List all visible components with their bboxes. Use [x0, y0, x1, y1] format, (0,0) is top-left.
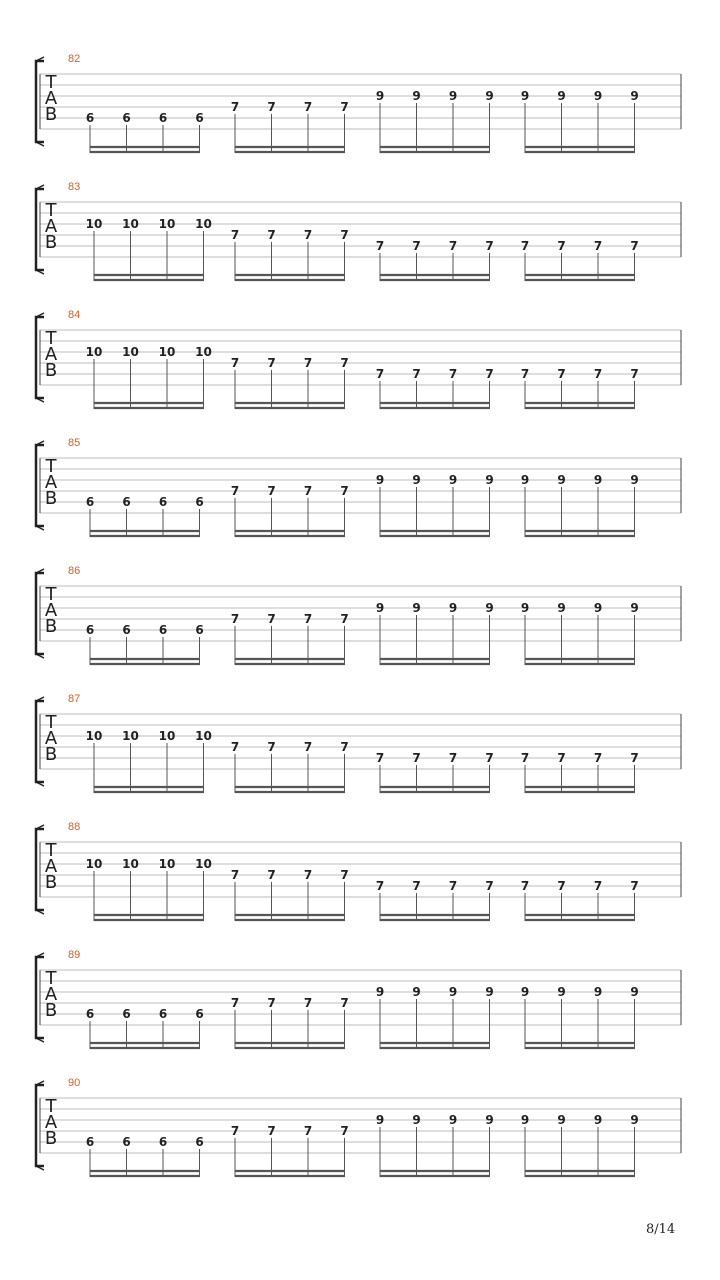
tab-clef-letter: T	[45, 1096, 57, 1117]
fret-number: 9	[520, 601, 530, 615]
fret-number: 7	[448, 751, 458, 765]
fret-number: 7	[630, 239, 639, 253]
fret-number: 9	[520, 89, 530, 103]
fret-number: 6	[122, 623, 131, 637]
tab-clef-letter: T	[45, 328, 57, 349]
tab-system-87	[36, 693, 681, 793]
fret-number: 7	[557, 367, 566, 381]
fret-number: 10	[85, 857, 103, 871]
fret-number: 10	[85, 729, 103, 743]
fret-number: 7	[375, 239, 385, 253]
fret-number: 9	[448, 473, 458, 487]
fret-number: 9	[630, 985, 639, 999]
tab-clef-letter: B	[44, 360, 58, 381]
fret-number: 6	[158, 111, 168, 125]
tab-system-89	[36, 949, 681, 1049]
fret-number: 7	[230, 484, 240, 498]
tab-system-88	[36, 821, 681, 921]
fret-number: 7	[340, 484, 349, 498]
fret-number: 7	[412, 367, 421, 381]
fret-number: 6	[122, 495, 131, 509]
fret-number: 7	[412, 239, 421, 253]
tab-clef-letter: T	[45, 712, 57, 733]
fret-number: 7	[520, 751, 530, 765]
fret-number: 7	[340, 868, 349, 882]
fret-number: 9	[448, 1113, 458, 1127]
fret-number: 9	[593, 1113, 603, 1127]
fret-number: 9	[630, 473, 639, 487]
fret-number: 6	[195, 1007, 204, 1021]
tab-system-82	[36, 53, 681, 153]
tab-clef-letter: A	[44, 472, 58, 493]
tab-system-86	[36, 565, 681, 665]
fret-number: 9	[557, 473, 566, 487]
fret-number: 9	[630, 601, 639, 615]
tab-clef-letter: A	[44, 344, 58, 365]
fret-number: 7	[375, 751, 385, 765]
fret-number: 9	[520, 985, 530, 999]
fret-number: 10	[195, 857, 212, 871]
fret-number: 9	[557, 601, 566, 615]
fret-number: 7	[485, 367, 494, 381]
fret-number: 6	[85, 495, 95, 509]
fret-number: 9	[375, 985, 385, 999]
fret-number: 7	[267, 1124, 276, 1138]
fret-number: 7	[593, 751, 603, 765]
fret-number: 7	[230, 100, 240, 114]
tab-clef-letter: A	[44, 600, 58, 621]
fret-number: 7	[303, 228, 313, 242]
fret-number: 9	[375, 89, 385, 103]
fret-number: 9	[630, 89, 639, 103]
measure-number: 83	[68, 181, 81, 193]
fret-number: 6	[195, 1135, 204, 1149]
fret-number: 6	[158, 623, 168, 637]
fret-number: 9	[630, 1113, 639, 1127]
fret-number: 7	[303, 612, 313, 626]
fret-number: 7	[340, 100, 349, 114]
tab-clef-letter: A	[44, 216, 58, 237]
fret-number: 9	[412, 985, 421, 999]
fret-number: 7	[303, 740, 313, 754]
fret-number: 7	[630, 367, 639, 381]
tab-clef-letter: T	[45, 840, 57, 861]
fret-number: 7	[520, 239, 530, 253]
fret-number: 10	[195, 345, 212, 359]
measure-number: 85	[68, 437, 81, 449]
fret-number: 7	[340, 612, 349, 626]
fret-number: 7	[593, 879, 603, 893]
fret-number: 7	[230, 612, 240, 626]
fret-number: 9	[593, 89, 603, 103]
fret-number: 7	[630, 751, 639, 765]
tab-clef-letter: T	[45, 200, 57, 221]
fret-number: 9	[485, 601, 494, 615]
fret-number: 7	[230, 356, 240, 370]
tab-clef-letter: B	[44, 616, 58, 637]
fret-number: 7	[520, 879, 530, 893]
fret-number: 7	[303, 484, 313, 498]
tab-clef-letter: B	[44, 1128, 58, 1149]
measure-number: 82	[68, 53, 81, 65]
tab-clef-letter: A	[44, 1112, 58, 1133]
fret-number: 9	[520, 1113, 530, 1127]
tab-clef-letter: T	[45, 72, 57, 93]
tab-clef-letter: T	[45, 456, 57, 477]
fret-number: 7	[448, 879, 458, 893]
fret-number: 7	[485, 239, 494, 253]
fret-number: 7	[267, 484, 276, 498]
fret-number: 7	[267, 612, 276, 626]
measure-number: 88	[68, 821, 81, 833]
fret-number: 9	[412, 89, 421, 103]
fret-number: 7	[340, 740, 349, 754]
fret-number: 6	[195, 623, 204, 637]
tab-clef-letter: A	[44, 88, 58, 109]
fret-number: 7	[230, 740, 240, 754]
measure-number: 87	[68, 693, 81, 705]
fret-number: 9	[520, 473, 530, 487]
fret-number: 7	[340, 228, 349, 242]
fret-number: 10	[158, 217, 176, 231]
fret-number: 7	[267, 356, 276, 370]
fret-number: 9	[557, 1113, 566, 1127]
fret-number: 9	[375, 1113, 385, 1127]
fret-number: 7	[557, 751, 566, 765]
fret-number: 10	[122, 729, 139, 743]
fret-number: 6	[195, 111, 204, 125]
fret-number: 6	[85, 623, 95, 637]
fret-number: 7	[375, 367, 385, 381]
fret-number: 7	[448, 239, 458, 253]
fret-number: 7	[230, 1124, 240, 1138]
fret-number: 10	[122, 345, 139, 359]
fret-number: 6	[85, 111, 95, 125]
fret-number: 7	[340, 1124, 349, 1138]
fret-number: 7	[267, 740, 276, 754]
fret-number: 9	[448, 985, 458, 999]
tab-system-90	[36, 1077, 681, 1177]
fret-number: 7	[230, 228, 240, 242]
tab-clef-letter: A	[44, 984, 58, 1005]
fret-number: 9	[557, 985, 566, 999]
fret-number: 6	[122, 1007, 131, 1021]
fret-number: 7	[593, 367, 603, 381]
fret-number: 7	[340, 996, 349, 1010]
fret-number: 7	[375, 879, 385, 893]
fret-number: 9	[593, 985, 603, 999]
fret-number: 7	[557, 879, 566, 893]
fret-number: 7	[267, 996, 276, 1010]
fret-number: 9	[485, 985, 494, 999]
fret-number: 9	[412, 1113, 421, 1127]
fret-number: 7	[557, 239, 566, 253]
tab-clef-letter: B	[44, 232, 58, 253]
tab-clef-letter: T	[45, 584, 57, 605]
fret-number: 6	[85, 1007, 95, 1021]
fret-number: 7	[267, 100, 276, 114]
tab-clef-letter: B	[44, 488, 58, 509]
measure-number: 86	[68, 565, 81, 577]
fret-number: 6	[158, 495, 168, 509]
fret-number: 7	[485, 751, 494, 765]
tab-system-84	[36, 309, 681, 409]
fret-number: 7	[303, 868, 313, 882]
fret-number: 6	[158, 1135, 168, 1149]
fret-number: 7	[267, 868, 276, 882]
fret-number: 9	[593, 473, 603, 487]
fret-number: 7	[448, 367, 458, 381]
fret-number: 10	[85, 217, 103, 231]
tab-clef-letter: B	[44, 872, 58, 893]
fret-number: 7	[485, 879, 494, 893]
fret-number: 10	[195, 729, 212, 743]
fret-number: 7	[230, 868, 240, 882]
fret-number: 7	[230, 996, 240, 1010]
fret-number: 7	[412, 879, 421, 893]
fret-number: 9	[448, 89, 458, 103]
fret-number: 9	[375, 473, 385, 487]
fret-number: 10	[158, 729, 176, 743]
fret-number: 7	[520, 367, 530, 381]
fret-number: 10	[122, 857, 139, 871]
fret-number: 10	[158, 345, 176, 359]
fret-number: 9	[412, 601, 421, 615]
tab-clef-letter: B	[44, 104, 58, 125]
fret-number: 10	[85, 345, 103, 359]
fret-number: 7	[303, 1124, 313, 1138]
fret-number: 9	[557, 89, 566, 103]
tab-clef-letter: A	[44, 856, 58, 877]
fret-number: 9	[485, 1113, 494, 1127]
fret-number: 7	[303, 100, 313, 114]
fret-number: 9	[375, 601, 385, 615]
tab-system-85	[36, 437, 681, 537]
fret-number: 6	[122, 111, 131, 125]
fret-number: 6	[122, 1135, 131, 1149]
tab-clef-letter: T	[45, 968, 57, 989]
fret-number: 9	[448, 601, 458, 615]
fret-number: 9	[412, 473, 421, 487]
measure-number: 90	[68, 1077, 81, 1089]
fret-number: 7	[303, 356, 313, 370]
fret-number: 7	[412, 751, 421, 765]
fret-number: 6	[158, 1007, 168, 1021]
tab-clef-letter: B	[44, 1000, 58, 1021]
fret-number: 6	[195, 495, 204, 509]
fret-number: 10	[195, 217, 212, 231]
fret-number: 7	[340, 356, 349, 370]
tab-clef-letter: A	[44, 728, 58, 749]
fret-number: 7	[593, 239, 603, 253]
measure-number: 89	[68, 949, 81, 961]
fret-number: 9	[485, 89, 494, 103]
fret-number: 7	[267, 228, 276, 242]
tab-clef-letter: B	[44, 744, 58, 765]
fret-number: 9	[593, 601, 603, 615]
fret-number: 9	[485, 473, 494, 487]
fret-number: 10	[122, 217, 139, 231]
fret-number: 7	[630, 879, 639, 893]
measure-number: 84	[68, 309, 81, 321]
fret-number: 6	[85, 1135, 95, 1149]
fret-number: 7	[303, 996, 313, 1010]
tab-system-83	[36, 181, 681, 281]
fret-number: 10	[158, 857, 176, 871]
page-number: 8/14	[646, 1222, 676, 1237]
